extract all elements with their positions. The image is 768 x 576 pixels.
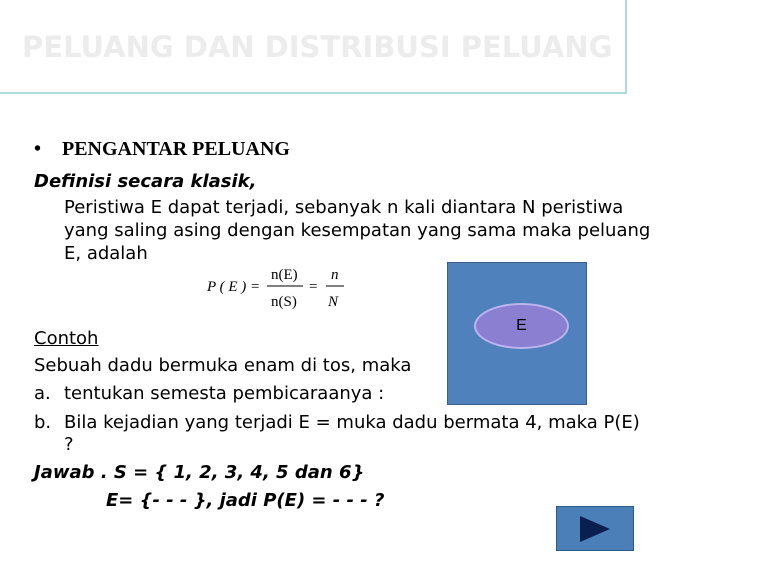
slide-title: PELUANG DAN DISTRIBUSI PELUANG: [22, 30, 613, 64]
definition-line-2: yang saling asing dengan kesempatan yang sama maka peluang: [64, 220, 651, 241]
play-arrow-icon: [578, 515, 612, 543]
venn-diagram: [447, 262, 587, 405]
bullet-icon: •: [34, 138, 42, 160]
formula-den-1: n(S): [271, 294, 297, 310]
item-b-continuation: ?: [64, 434, 74, 455]
item-a-marker: a.: [34, 383, 51, 404]
example-label: Contoh: [34, 328, 99, 349]
answer-line-1: Jawab . S = { 1, 2, 3, 4, 5 dan 6}: [34, 462, 365, 483]
item-a-text: tentukan semesta pembicaraanya :: [64, 383, 385, 404]
example-intro: Sebuah dadu bermuka enam di tos, maka: [34, 355, 412, 376]
formula-equals: =: [309, 279, 318, 295]
formula-den-2: N: [328, 294, 339, 310]
formula-lhs: P ( E ) =: [207, 279, 261, 295]
section-heading: PENGANTAR PELUANG: [62, 138, 290, 160]
formula-num-2: n: [331, 267, 339, 283]
answer-line-2: E= {- - - }, jadi P(E) = - - - ?: [106, 490, 385, 511]
item-b-text: Bila kejadian yang terjadi E = muka dadu bermata 4, maka P(E): [64, 412, 640, 433]
venn-label: E: [516, 317, 527, 334]
formula-num-1: n(E): [271, 267, 298, 283]
section-heading-row: [34, 138, 290, 161]
item-b-marker: b.: [34, 412, 52, 433]
definition-label: Definisi secara klasik,: [34, 171, 257, 192]
next-slide-button[interactable]: [556, 506, 634, 551]
definition-line-3: E, adalah: [64, 243, 148, 264]
probability-formula: [207, 263, 357, 313]
definition-line-1: Peristiwa E dapat terjadi, sebanyak n kali diantara N peristiwa: [64, 197, 624, 218]
event-ellipse: [474, 303, 569, 349]
